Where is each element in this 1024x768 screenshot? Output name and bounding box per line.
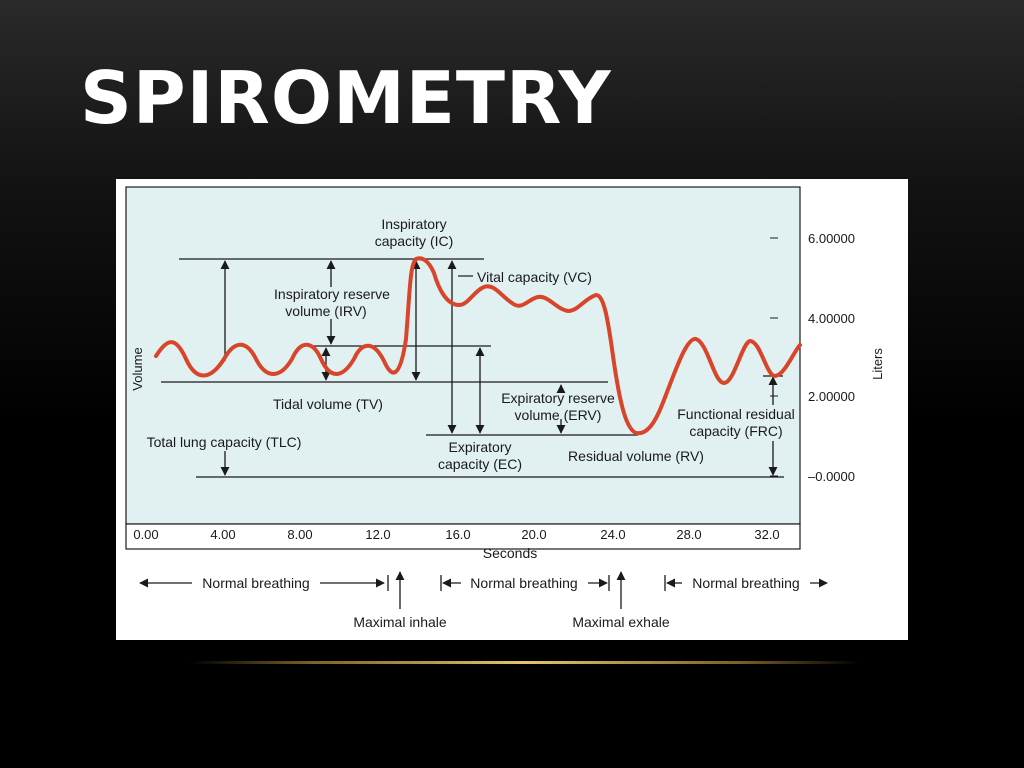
- phase3-label: Normal breathing: [692, 575, 800, 591]
- x-tick-label: 28.0: [676, 527, 702, 542]
- x-tick-label: 24.0: [600, 527, 626, 542]
- x-tick-label: 8.00: [287, 527, 313, 542]
- liters-axis-label: Liters: [870, 348, 885, 380]
- decorative-rule: [190, 661, 860, 664]
- x-tick-label: 0.00: [133, 527, 159, 542]
- volume-axis-label: Volume: [130, 347, 145, 391]
- y-tick-label: 2.00000: [808, 389, 855, 404]
- y-tick-label: 4.00000: [808, 311, 855, 326]
- x-tick-label: 32.0: [754, 527, 780, 542]
- slide-title: SPIROMETRY: [80, 56, 612, 140]
- frc-label-line1: Functional residual: [677, 406, 795, 422]
- y-tick-label: –0.0000: [808, 469, 855, 484]
- tv-label: Tidal volume (TV): [273, 396, 383, 412]
- ec-label-line1: Expiratory: [448, 439, 512, 455]
- x-tick-label: 12.0: [365, 527, 391, 542]
- x-tick-label: 16.0: [445, 527, 471, 542]
- ec-label-line2: capacity (EC): [437, 456, 523, 472]
- spirometry-diagram: [116, 179, 908, 640]
- tlc-label: Total lung capacity (TLC): [146, 434, 302, 450]
- ic-label-line2: capacity (IC): [374, 233, 454, 249]
- frc-label-line2: capacity (FRC): [689, 423, 783, 439]
- ic-label-line1: Inspiratory: [381, 216, 447, 232]
- spirometry-figure: [116, 179, 908, 640]
- maximal-exhale-label: Maximal exhale: [572, 614, 670, 630]
- maximal-inhale-label: Maximal inhale: [353, 614, 447, 630]
- y-tick-label: 6.00000: [808, 231, 855, 246]
- phase1-label: Normal breathing: [202, 575, 310, 591]
- irv-label-line1: Inspiratory reserve: [274, 286, 390, 302]
- x-axis-label: Seconds: [482, 545, 538, 561]
- x-tick-label: 20.0: [521, 527, 547, 542]
- rv-label: Residual volume (RV): [568, 448, 704, 464]
- vc-label: Vital capacity (VC): [477, 269, 592, 285]
- phase2-label: Normal breathing: [470, 575, 578, 591]
- erv-label-line1: Expiratory reserve: [501, 390, 615, 406]
- erv-label-line2: volume (ERV): [514, 407, 602, 423]
- x-tick-label: 4.00: [210, 527, 236, 542]
- irv-label-line2: volume (IRV): [285, 303, 367, 319]
